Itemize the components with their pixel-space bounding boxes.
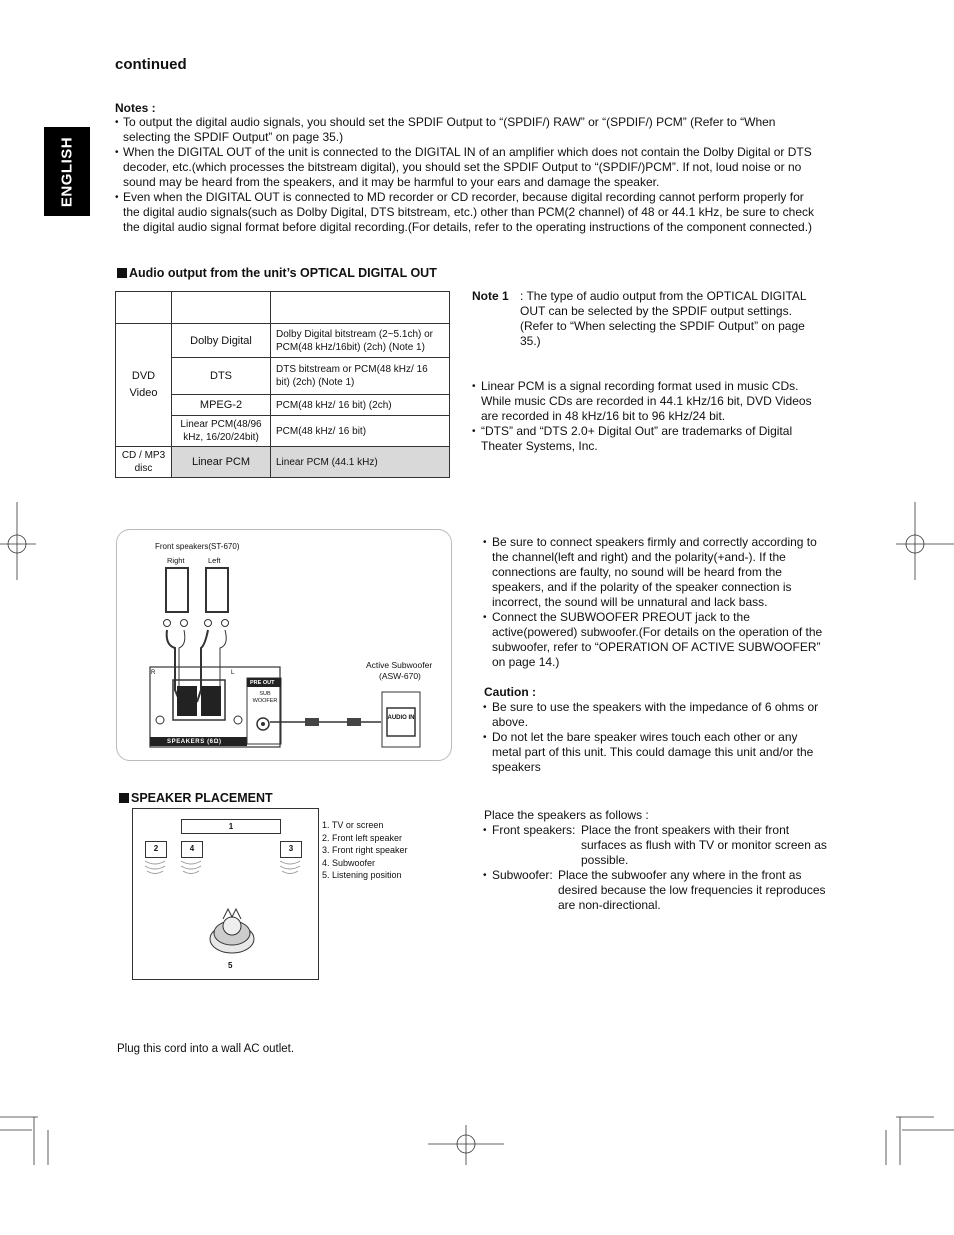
caution-item: • Do not let the bare speaker wires touch each other or any metal part of this unit. This could damage this unit and/or the speakers bbox=[483, 730, 828, 775]
speakers-label: SPEAKERS (6Ω) bbox=[167, 739, 222, 745]
language-label: ENGLISH bbox=[58, 136, 76, 207]
front-right-box: 3 bbox=[280, 841, 302, 858]
legend-item: 3. Front right speaker bbox=[322, 845, 408, 855]
note-item: • Even when the DIGITAL OUT is connected to MD recorder or CD recorder, because digital recording cannot perform properly for the digital audio signals(such as Dolby Digital, DTS bitstream, etc.) other than PCM(2 channel) of 48 or 44.1 kHz, be sure to check the digital audio signal format before digital recording.(For details, refer to the operating instructions of the component connected.) bbox=[115, 190, 820, 235]
optical-heading-text: Audio output from the unit’s OPTICAL DIGITAL OUT bbox=[129, 266, 437, 280]
l-mark: L bbox=[231, 670, 235, 676]
front-speakers-label: • Front speakers: bbox=[492, 823, 576, 837]
audio-in-label: AUDIO IN bbox=[387, 715, 415, 721]
cd-mp3-cell: CD / MP3 disc bbox=[116, 447, 172, 478]
bullet-item: • Linear PCM is a signal recording format used in music CDs. While music CDs are recorded in 44.1 kHz/16 bit, DVD Videos are recorded in 48 kHz/16 bit to 96 kHz/24 bit. bbox=[472, 379, 812, 424]
front-speakers-title: Front speakers(ST-670) bbox=[155, 542, 240, 551]
front-speakers-text: Place the front speakers with their front surfaces as flush with TV or monitor screen as possible. bbox=[581, 823, 827, 867]
note-1-label: Note 1 bbox=[472, 289, 509, 303]
legend-item: 5. Listening position bbox=[322, 870, 402, 880]
listening-position-number: 5 bbox=[228, 961, 233, 970]
tv-screen-box: 1 bbox=[181, 819, 281, 834]
legend-item: 2. Front left speaker bbox=[322, 832, 403, 843]
r-mark: R bbox=[151, 670, 156, 676]
bullet-item: • Connect the SUBWOOFER PREOUT jack to the active(powered) subwoofer.(For details on the operation of the subwoofer, refer to “OPERATION OF ACTIVE SUBWOOFER” on page 14.) bbox=[483, 610, 828, 670]
note-1-reference: (Refer to “When selecting the SPDIF Output” on page 35.) bbox=[520, 319, 805, 348]
placement-intro: Place the speakers as follows : bbox=[484, 808, 649, 822]
right-label: Right bbox=[167, 556, 185, 565]
legend-item: 1. TV or screen bbox=[322, 820, 384, 830]
continued-heading: continued bbox=[115, 56, 187, 73]
format-cell: MPEG-2 bbox=[172, 395, 271, 416]
format-cell: Linear PCM(48/96 kHz, 16/20/24bit) bbox=[172, 416, 271, 447]
video-label: Video bbox=[129, 387, 158, 399]
output-cell: Dolby Digital bitstream (2~5.1ch) or PCM(48 kHz/16bit) (2ch) (Note 1) bbox=[271, 324, 450, 358]
front-left-box: 2 bbox=[145, 841, 167, 858]
bullet-item: • “DTS” and “DTS 2.0+ Digital Out” are trademarks of Digital Theater Systems, Inc. bbox=[472, 424, 812, 454]
sub-woofer-label: SUB WOOFER bbox=[252, 691, 278, 704]
ac-outlet-note: Plug this cord into a wall AC outlet. bbox=[117, 1043, 295, 1055]
output-cell: DTS bitstream or PCM(48 kHz/ 16 bit) (2ch) (Note 1) bbox=[271, 358, 450, 395]
note-1-text: : The type of audio output from the OPTICAL DIGITAL OUT can be selected by the SPDIF output settings. bbox=[520, 289, 807, 318]
format-cell: DTS bbox=[172, 358, 271, 395]
subwoofer-box: 4 bbox=[181, 841, 203, 858]
notes-title: Notes : bbox=[115, 101, 156, 115]
subwoofer-title: Active Subwoofer bbox=[366, 660, 433, 670]
note-item: • To output the digital audio signals, you should set the SPDIF Output to “(SPDIF/) RAW” or “(SPDIF/) PCM” (Refer to “When selecting the SPDIF Output” on page 35.) bbox=[115, 115, 820, 145]
left-label: Left bbox=[208, 556, 221, 565]
output-cell: Linear PCM (44.1 kHz) bbox=[271, 447, 450, 478]
format-cell: Linear PCM bbox=[172, 447, 271, 478]
subwoofer-label: • Subwoofer: bbox=[492, 868, 553, 882]
pre-out-label: PRE OUT bbox=[250, 680, 275, 686]
placement-heading-text: SPEAKER PLACEMENT bbox=[131, 791, 273, 805]
dvd-label: DVD bbox=[131, 370, 156, 382]
note-item: • When the DIGITAL OUT of the unit is connected to the DIGITAL IN of an amplifier which does not contain the Dolby Digital or DTS decoder, etc.(which processes the bitstream digital), you should set the SPDIF Output to “(SPDIF/)PCM”. If not, loud noise or no sound may be heard from the speakers, and it may be harmful to your ears and damage the speaker. bbox=[115, 145, 820, 190]
output-cell: PCM(48 kHz/ 16 bit) (2ch) bbox=[271, 395, 450, 416]
caution-item: • Be sure to use the speakers with the impedance of 6 ohms or above. bbox=[483, 700, 828, 730]
format-cell: Dolby Digital bbox=[172, 324, 271, 358]
bullet-item: • Be sure to connect speakers firmly and correctly according to the channel(left and right) and the polarity(+and-). If the connections are faulty, no sound will be heard from the speakers, and if the polarity of the speaker connection is incorrect, the sound will be unnatural and lack bass. bbox=[483, 535, 828, 610]
caution-title: Caution : bbox=[484, 685, 536, 699]
subwoofer-text: Place the subwoofer any where in the front as desired because the low frequencies it reproduces are non-directional. bbox=[558, 868, 826, 912]
subwoofer-model: (ASW-670) bbox=[379, 671, 421, 681]
legend-item: 4. Subwoofer bbox=[322, 857, 376, 868]
output-cell: PCM(48 kHz/ 16 bit) bbox=[271, 416, 450, 447]
